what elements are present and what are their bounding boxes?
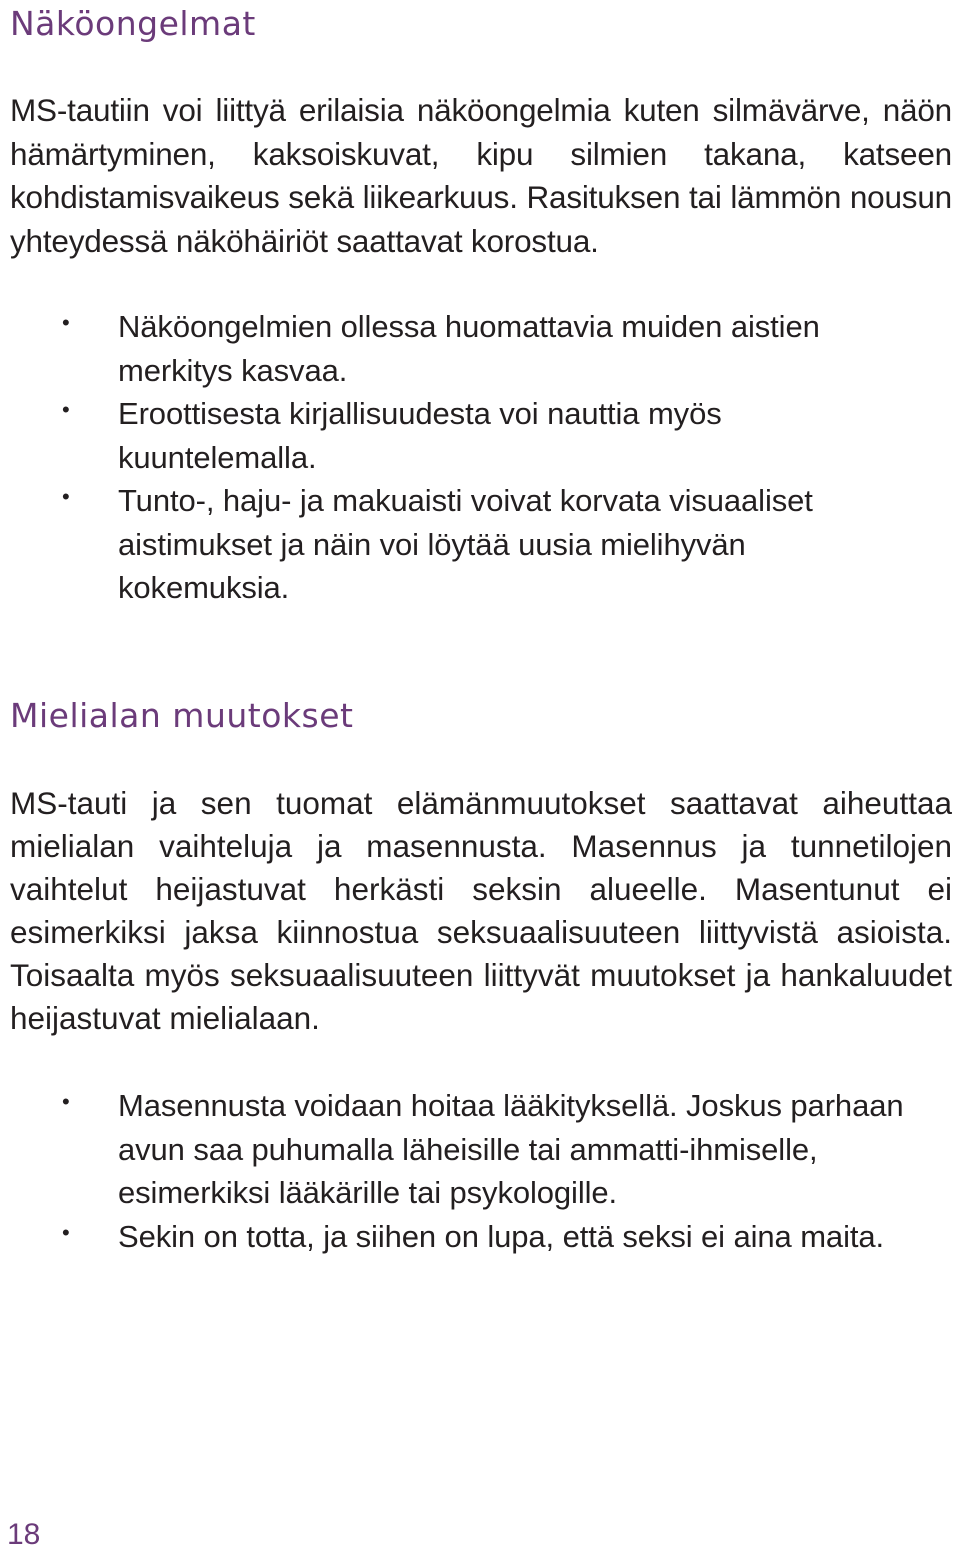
vision-paragraph: MS-tautiin voi liittyä erilaisia näköongelmia kuten silmävärve, näön hämärtyminen, kaksoiskuvat, kipu silmien takana, katseen kohdistamisvaikeus sekä liikearkuus. Rasituksen tai lämmön nousun yhteydessä näköhäiriöt saattavat korostua. [10, 92, 952, 259]
page-number: 18 [7, 1518, 41, 1551]
list-item-text: Sekin on totta, ja siihen on lupa, että seksi ei aina maita. [118, 1218, 885, 1254]
bullet-icon: • [62, 1219, 70, 1245]
bullet-icon: • [62, 310, 70, 335]
bullet-icon: • [62, 397, 70, 422]
mood-paragraph: MS-tauti ja sen tuomat elämänmuutokset saattavat aiheuttaa mielialan vaihteluja ja masennusta. Masennus ja tunnetilojen vaihtelut heijastuvat herkästi seksin alueelle. Masentunut ei esimerkiksi jaksa kiinnostua seksuaalisuuteen liittyvistä asioista. Toisaalta myös seksuaalisuuteen liittyvät muutokset ja hankaluudet heijastuvat mielialaan. [10, 785, 952, 1036]
list-item [0, 305, 924, 392]
list-item-text: Näköongelmien ollessa huomattavia muiden aistien merkitys kasvaa. [118, 309, 820, 388]
list-item-text: Tunto-, haju- ja makuaisti voivat korvata visuaaliset aistimukset ja näin voi löytää uusia mielihyvän kokemuksia. [118, 483, 813, 605]
bullet-icon: • [62, 484, 70, 509]
list-item-text: Masennusta voidaan hoitaa lääkityksellä. Joskus parhaan avun saa puhumalla läheisille tai ammatti-ihmiselle, esimerkiksi lääkärille tai psykologille. [118, 1088, 904, 1210]
vision-bullet-list [0, 305, 940, 610]
section-heading-vision: Näköongelmat [10, 4, 256, 43]
section-heading-mood: Mielialan muutokset [10, 696, 354, 735]
list-item [0, 392, 924, 479]
list-item [0, 1084, 924, 1215]
bullet-icon: • [62, 1089, 70, 1114]
list-item-text: Eroottisesta kirjallisuudesta voi nauttia myös kuuntelemalla. [118, 396, 722, 475]
list-item [0, 479, 924, 610]
list-item [0, 1215, 924, 1259]
mood-bullet-list [0, 1084, 940, 1258]
